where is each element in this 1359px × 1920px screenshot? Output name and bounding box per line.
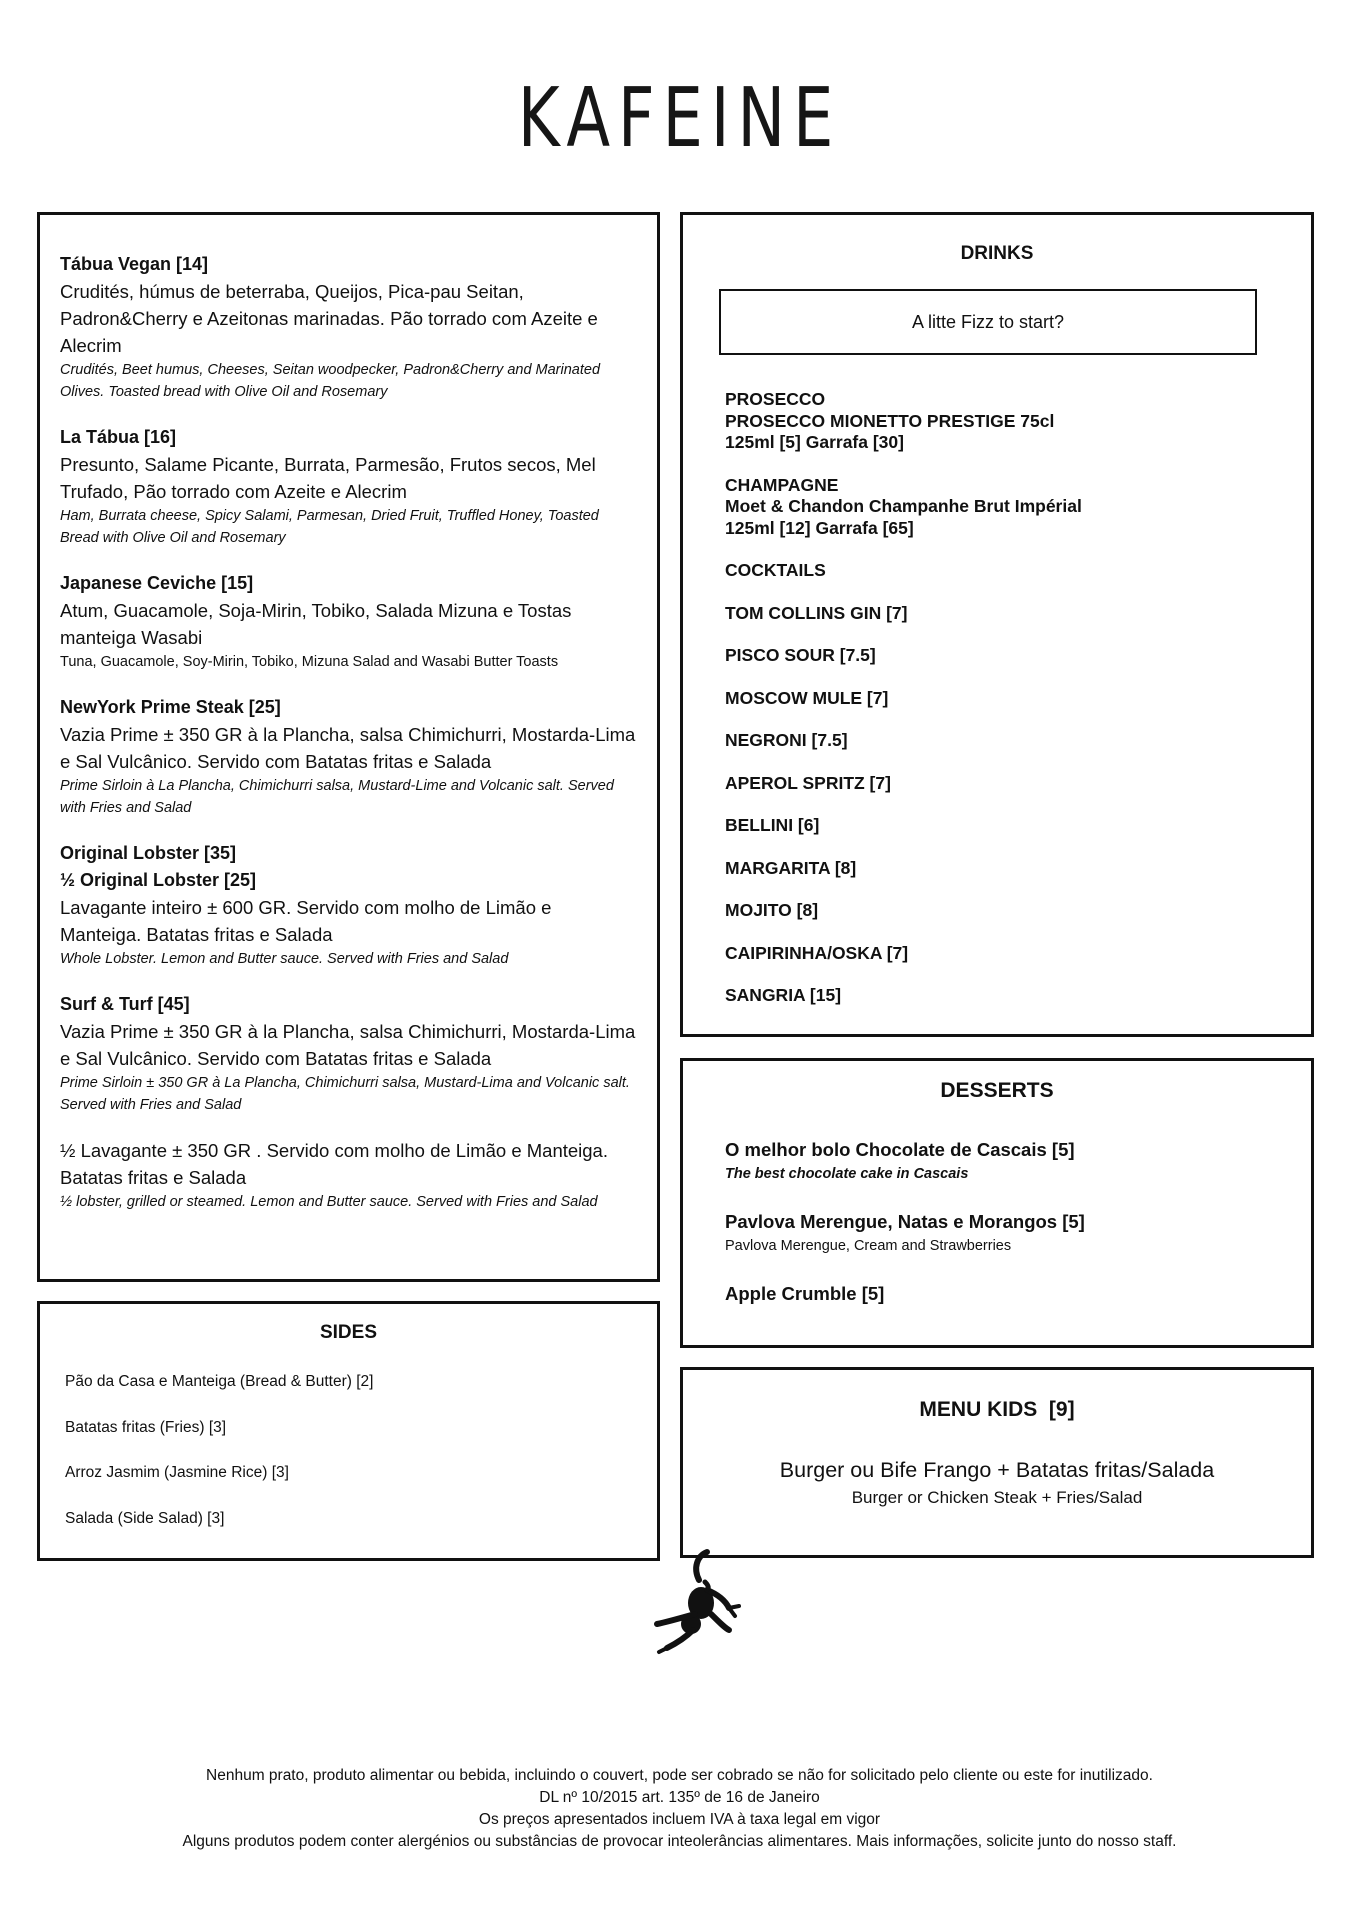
dessert-translation: The best chocolate cake in Cascais <box>725 1166 969 1182</box>
dish-title: La Tábua [16] <box>60 427 177 447</box>
dish-translation: Whole Lobster. Lemon and Butter sauce. Served with Fries and Salad <box>60 951 509 967</box>
prosecco-group <box>725 389 1082 454</box>
dish-item <box>60 424 637 549</box>
dish-translation: Crudités, Beet humus, Cheeses, Seitan woodpecker, Padron&Cherry and Marinated Olives. Toasted bread with Olive Oil and Rosemary <box>60 362 601 400</box>
dish-description: Vazia Prime ± 350 GR à la Plancha, salsa Chimichurri, Mostarda-Lima e Sal Vulcânico. Servido com Batatas fritas e Salada <box>60 724 636 772</box>
dish-description: ½ Lavagante ± 350 GR . Servido com molho de Limão e Manteiga. Batatas fritas e Salada <box>60 1140 608 1188</box>
dish-item <box>60 570 637 673</box>
dish-title: Original Lobster [35] <box>60 843 237 863</box>
kids-menu-description: Burger ou Bife Frango + Batatas fritas/Salada <box>779 1458 1215 1482</box>
dish-item <box>60 991 637 1116</box>
dessert-translation: Pavlova Merengue, Cream and Strawberries <box>725 1238 1012 1254</box>
dish-item <box>60 251 637 403</box>
kids-menu-translation: Burger or Chicken Steak + Fries/Salad <box>851 1488 1143 1507</box>
footer-line: DL nº 10/2015 art. 135º de 16 de Janeiro <box>539 1789 820 1806</box>
dessert-item <box>725 1281 1085 1307</box>
cocktail-item: NEGRONI [7.5] <box>725 730 848 750</box>
desserts-panel <box>680 1058 1314 1348</box>
dish-item <box>60 840 637 970</box>
dish-description: Crudités, húmus de beterraba, Queijos, Pica-pau Seitan, Padron&Cherry e Azeitonas marinadas. Pão torrado com Azeite e Alecrim <box>60 281 598 356</box>
legal-footer <box>0 1765 1359 1853</box>
champagne-price: 125ml [12] Garrafa [65] <box>725 517 914 538</box>
dish-title: Japanese Ceviche [15] <box>60 573 254 593</box>
dish-description: Lavagante inteiro ± 600 GR. Servido com molho de Limão e Manteiga. Batatas fritas e Salada <box>60 897 552 945</box>
brand-logo: KAFEINE <box>517 71 842 166</box>
champagne-group <box>725 475 1082 540</box>
cocktail-item: MOJITO [8] <box>725 900 819 920</box>
dish-description: Atum, Guacamole, Soja-Mirin, Tobiko, Salada Mizuna e Tostas manteiga Wasabi <box>60 600 572 648</box>
dish-title: NewYork Prime Steak [25] <box>60 697 281 717</box>
cocktail-item: SANGRIA [15] <box>725 985 842 1005</box>
main-dishes-panel <box>37 212 660 1282</box>
kids-menu-panel <box>680 1367 1314 1558</box>
footer-line: Os preços apresentados incluem IVA à taxa legal em vigor <box>478 1811 881 1828</box>
side-item: Pão da Casa e Manteiga (Bread & Butter) [2] <box>65 1373 374 1390</box>
dish-translation: Tuna, Guacamole, Soy-Mirin, Tobiko, Mizuna Salad and Wasabi Butter Toasts <box>60 654 559 670</box>
sides-list <box>65 1370 373 1552</box>
dessert-item <box>725 1137 1085 1185</box>
dessert-title: Apple Crumble [5] <box>725 1283 885 1304</box>
dessert-title: Pavlova Merengue, Natas e Morangos [5] <box>725 1211 1085 1232</box>
cocktail-item: APEROL SPRITZ [7] <box>725 772 891 793</box>
kids-menu-title: MENU KIDS [9] <box>919 1398 1075 1421</box>
cocktail-item: TOM COLLINS GIN [7] <box>725 602 908 623</box>
dessert-item <box>725 1209 1085 1257</box>
cocktail-item: PISCO SOUR [7.5] <box>725 645 876 665</box>
side-item: Batatas fritas (Fries) [3] <box>65 1418 227 1436</box>
desserts-list <box>725 1137 1085 1331</box>
sides-panel <box>37 1301 660 1561</box>
dish-title: Tábua Vegan [14] <box>60 254 209 274</box>
prosecco-price: 125ml [5] Garrafa [30] <box>725 432 904 452</box>
dish-translation: ½ lobster, grilled or steamed. Lemon and Butter sauce. Served with Fries and Salad <box>60 1194 598 1210</box>
footer-line: Alguns produtos podem conter alergénios ou substâncias de provocar inteolerâncias alimentares. Mais informações, solicite junto do nosso staff. <box>182 1833 1177 1850</box>
cocktail-item: CAIPIRINHA/OSKA [7] <box>725 942 909 963</box>
champagne-heading: CHAMPAGNE <box>725 474 839 495</box>
cocktail-item: MARGARITA [8] <box>725 857 857 878</box>
drinks-list <box>725 389 1082 1028</box>
desserts-title: DESSERTS <box>940 1079 1054 1102</box>
prosecco-heading: PROSECCO <box>725 389 826 409</box>
dessert-title: O melhor bolo Chocolate de Cascais [5] <box>725 1139 1075 1160</box>
side-item: Arroz Jasmim (Jasmine Rice) [3] <box>65 1464 289 1481</box>
dish-translation: Ham, Burrata cheese, Spicy Salami, Parmesan, Dried Fruit, Truffled Honey, Toasted Bread with Olive Oil and Rosemary <box>60 508 599 546</box>
cocktail-item: MOSCOW MULE [7] <box>725 687 889 708</box>
fizz-callout: A litte Fizz to start? <box>719 289 1257 355</box>
drinks-panel <box>680 212 1314 1037</box>
dish-title: Surf & Turf [45] <box>60 994 190 1014</box>
side-item: Salada (Side Salad) [3] <box>65 1509 225 1527</box>
champagne-name: Moet & Chandon Champanhe Brut Impérial <box>725 496 1082 516</box>
footer-line: Nenhum prato, produto alimentar ou bebida, incluindo o couvert, pode ser cobrado se não for solicitado pelo cliente ou este for inutilizado. <box>206 1767 1153 1784</box>
dish-description: Vazia Prime ± 350 GR à la Plancha, salsa Chimichurri, Mostarda-Lima e Sal Vulcânico. Servido com Batatas fritas e Salada <box>60 1021 636 1069</box>
monkey-mascot-icon <box>645 1548 755 1663</box>
dish-title-half: ½ Original Lobster [25] <box>60 870 257 890</box>
cocktails-heading: COCKTAILS <box>725 560 826 580</box>
drinks-title: DRINKS <box>960 243 1034 264</box>
dish-description: Presunto, Salame Picante, Burrata, Parmesão, Frutos secos, Mel Trufado, Pão torrado com Azeite e Alecrim <box>60 454 596 502</box>
dish-item <box>60 694 637 819</box>
dish-translation: Prime Sirloin à La Plancha, Chimichurri salsa, Mustard-Lime and Volcanic salt. Served with Fries and Salad <box>60 778 614 816</box>
dish-item <box>60 1137 637 1213</box>
prosecco-name: PROSECCO MIONETTO PRESTIGE 75cl <box>725 410 1055 431</box>
sides-title: SIDES <box>319 1322 378 1343</box>
cocktail-item: BELLINI [6] <box>725 815 820 835</box>
dish-translation: Prime Sirloin ± 350 GR à La Plancha, Chimichurri salsa, Mustard-Lima and Volcanic salt. Served with Fries and Salad <box>60 1075 630 1113</box>
